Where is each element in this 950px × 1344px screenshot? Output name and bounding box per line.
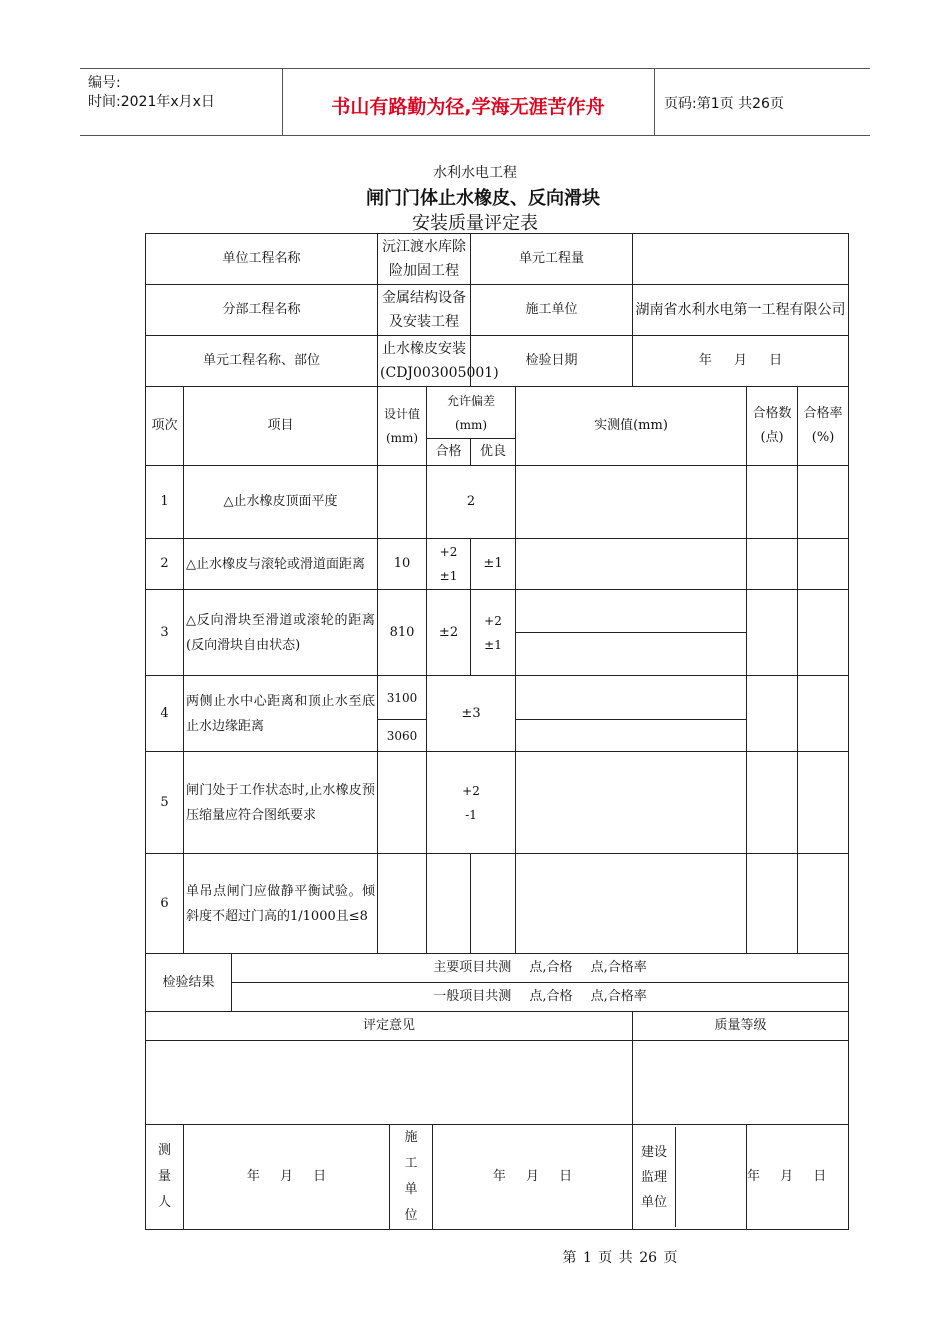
result-row-general [146,983,849,1012]
col-pass: 合格 [427,439,471,466]
page-info: 页码:第1页 共26页 [664,96,784,112]
table-row: 1 △止水橡皮顶面平度 2 [146,466,849,539]
supervision-date: 年 月 日 [747,1125,849,1230]
doc-subtitle: 安装质量评定表 [412,213,538,234]
header-bottom-rule [80,135,870,136]
column-header-row [146,387,849,439]
header-divider [654,68,655,135]
table-row: 6 单吊点闸门应做静平衡试验。倾斜度不超过门高的1/1000且≤8 [146,854,849,954]
table-row: 3 △反向滑块至滑道或滚轮的距离(反向滑块自由状态) 810 ±2 +2 ±1 [146,590,849,633]
signature-row [146,1125,849,1230]
evaluation-body-row [146,1041,849,1125]
col-tolerance: 允许偏差 (mm) [427,387,516,439]
evaluation-header-row [146,1012,849,1041]
col-pass-rate: 合格率 (%) [798,387,849,466]
opinion-box [146,1041,633,1125]
element-code: (CDJ003005001) [380,365,499,381]
supervision-label: 建设监理单位 [641,1144,668,1210]
result-main-line: 主要项目共测 点,合格 点,合格率 [232,954,849,983]
supervision-cell [633,1125,747,1230]
unit-project-value: 沅江渡水库除险加固工程 [378,234,471,285]
info-row-unit-project [146,234,849,285]
col-measured: 实测值(mm) [516,387,747,466]
result-row-main [146,954,849,983]
table-row: 5 闸门处于工作状态时,止水橡皮预压缩量应符合图纸要求 +2 -1 [146,752,849,854]
result-label: 检验结果 [146,954,232,1012]
division-label: 分部工程名称 [146,285,378,336]
col-item: 项目 [184,387,378,466]
opinion-label: 评定意见 [146,1012,633,1041]
element-name: 止水橡皮安装 [382,341,467,357]
table-row: 4 两侧止水中心距离和顶止水至底止水边缘距离 3100 ±3 [146,676,849,720]
element-value [378,336,499,387]
result-general-line: 一般项目共测 点,合格 点,合格率 [232,983,849,1012]
col-excellent: 优良 [471,439,516,466]
header-top-rule [80,68,870,69]
contractor-label: 施工单位 [471,285,633,336]
col-design: 设计值 (mm) [378,387,427,466]
doc-title: 闸门门体止水橡皮、反向滑块 [366,188,600,209]
table-row: 2 △止水橡皮与滚轮或滑道面距离 10 +2 ±1 ±1 [146,539,849,590]
inspect-date-label: 检验日期 [471,336,633,387]
surveyor-date: 年 月 日 [184,1125,390,1230]
col-no: 项次 [146,387,184,466]
motto: 书山有路勤为径,学海无涯苦作舟 [331,96,605,118]
element-label: 单元工程名称、部位 [146,336,378,387]
unit-amount-value [633,234,849,285]
surveyor-label: 测量人 [146,1125,184,1230]
doc-category: 水利水电工程 [433,165,517,181]
grade-label: 质量等级 [633,1012,849,1041]
grade-box [633,1041,849,1125]
inspect-date-value: 年 月 日 [633,336,849,387]
info-row-division [146,285,849,336]
division-value: 金属结构设备及安装工程 [378,285,471,336]
construction-label: 施工单位 [390,1125,433,1230]
col-pass-count: 合格数 (点) [747,387,798,466]
quality-evaluation-table: 单位工程名称 沅江渡水库除险加固工程 单元工程量 分部工程名称 金属结构设备及安装工程 施工单位 湖南省水利水电第一工程有限公司 单元工程名称、部位 止水橡皮安装 (CDJ003005001) 检验日期 年 月 日 项次 项目 设计值 (mm) 允许偏差 (mm) 实测值(mm) 合格数 (点) 合格率 (%) 合格 优良 1 △止水橡皮顶面平度 2 2 △止水橡皮与滚轮或滑道面距离 10 +2 ±1 ±1 3 △反向滑块至滑道或滚轮的距离(反向滑块自由状态) 810 ±2 +2 ±1 4 两侧止水中心距离和顶止水至底止水边缘距离 3100 ±3 3060 5 闸门处于工作状态时,止水橡皮预压缩量应符合图纸要求 +2 -1 6 单吊点闸门应做静平衡试验。倾斜度不超过门高的1/1000且≤8 检验结果 主要项目共测 点,合格 点,合格率 一般项目共测 点,合格 点,合格率 评定意见 质量等级 测量人 年 月 日 施工单位 年 月 日 建设监理单位 年 月 日 [145,233,849,1230]
info-row-element [146,336,849,387]
unit-project-label: 单位工程名称 [146,234,378,285]
doc-time-label: 时间:2021年x月x日 [88,94,215,110]
construction-date: 年 月 日 [433,1125,633,1230]
contractor-value: 湖南省水利水电第一工程有限公司 [633,285,849,336]
unit-amount-label: 单元工程量 [471,234,633,285]
doc-number-label: 编号: [88,75,121,91]
footer-page: 第 1 页 共 26 页 [562,1250,678,1266]
